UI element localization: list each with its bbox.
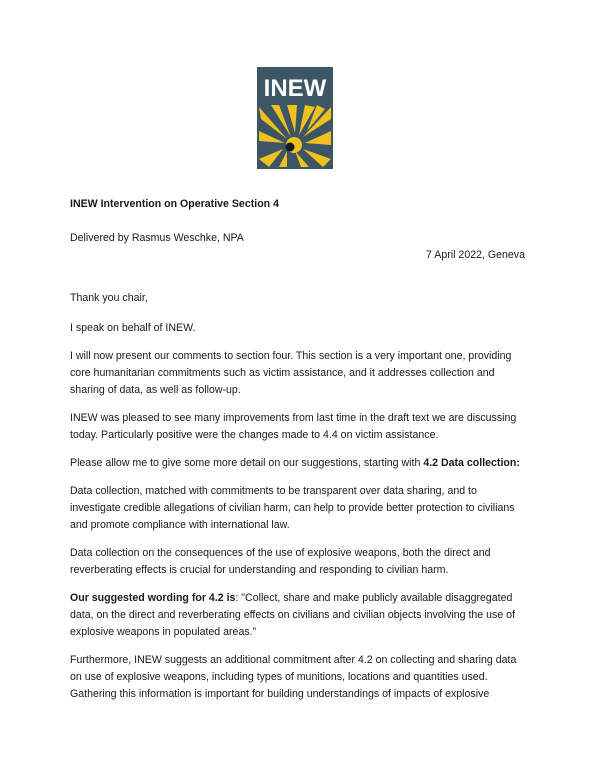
paragraph: Data collection, matched with commitments to be transparent over data sharing, and to investigate credible allegations of civilian harm, can help to provide better protection to civilians and promote compliance with international law. (70, 485, 515, 531)
logo-text: INEW (263, 75, 327, 102)
paragraph: Thank you chair, (70, 292, 148, 304)
paragraph-text: : "Collect, share and make publicly available disaggregated data, on the direct and reverberating effects on civilians and civilian objects involving the use of explosive weapons in populated areas.” (70, 592, 516, 638)
paragraph: I will now present our comments to section four. This section is a very important one, providing core humanitarian commitments such as victim assistance, and it addresses collection and sharing of data, as well as follow-up. (70, 350, 512, 396)
date-place: 7 April 2022, Geneva (426, 249, 525, 261)
paragraph-text: Please allow me to give some more detail on our suggestions, starting with (70, 457, 424, 469)
section-reference: 4.2 Data collection: (423, 457, 520, 469)
paragraph: I speak on behalf of INEW. (70, 322, 196, 334)
inew-logo-graphic (257, 67, 333, 169)
document-heading: INEW Intervention on Operative Section 4 (70, 198, 279, 210)
logo-fragment (286, 143, 295, 152)
paragraph: INEW was pleased to see many improvements from last time in the draft text we are discussing today. Particularly positive were the changes made to 4.4 on victim assistance. (70, 412, 517, 441)
delivered-by: Delivered by Rasmus Weschke, NPA (70, 232, 244, 244)
inew-logo (257, 67, 333, 169)
paragraph (70, 455, 525, 472)
suggested-wording-label: Our suggested wording for 4.2 is (70, 592, 236, 604)
paragraph: Furthermore, INEW suggests an additional commitment after 4.2 on collecting and sharing data on use of explosive weapons, including types of munitions, locations and quantities used. Gathering this information is important for building understandings of impacts of explosive (70, 654, 517, 700)
paragraph: Data collection on the consequences of the use of explosive weapons, both the direct and reverberating effects is crucial for understanding and responding to civilian harm. (70, 547, 491, 576)
paragraph (70, 590, 525, 641)
